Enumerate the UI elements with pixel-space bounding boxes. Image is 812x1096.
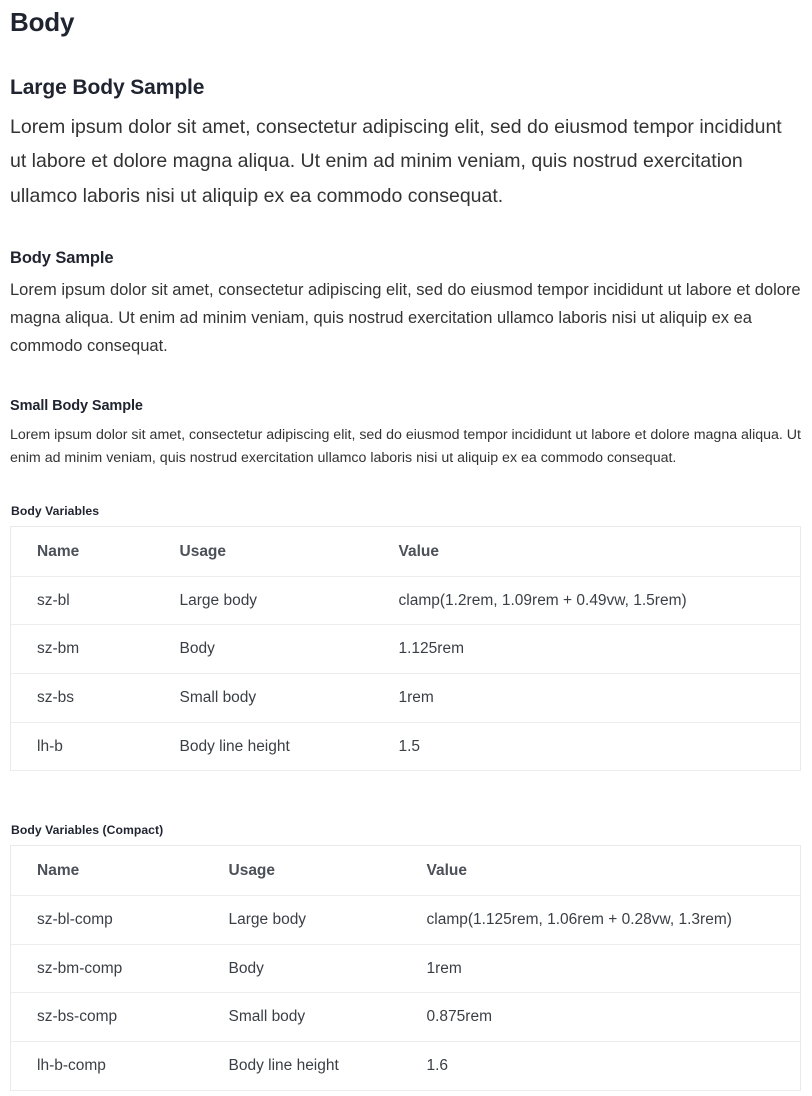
body-variables-table-section	[10, 504, 802, 771]
cell-usage: Large body	[203, 896, 401, 945]
table-row	[11, 625, 801, 674]
cell-value: 1rem	[373, 673, 801, 722]
table-row	[11, 1042, 801, 1091]
cell-value: 1.125rem	[373, 625, 801, 674]
small-body-sample-section	[10, 397, 802, 471]
cell-value: clamp(1.2rem, 1.09rem + 0.49vw, 1.5rem)	[373, 576, 801, 625]
cell-usage: Small body	[154, 673, 373, 722]
cell-name: sz-bs	[11, 673, 154, 722]
small-body-sample-text: Lorem ipsum dolor sit amet, consectetur adipiscing elit, sed do eiusmod tempor incididunt ut labore et dolore magna aliqua. Ut enim ad minim veniam, quis nostrud exercitation ullamco laboris nisi ut aliquip ex ea commodo consequat.	[10, 426, 801, 467]
body-sample-section	[10, 248, 802, 361]
column-header-name: Name	[11, 526, 154, 576]
cell-value: 1rem	[401, 944, 801, 993]
cell-usage: Body	[203, 944, 401, 993]
cell-usage: Body line height	[203, 1042, 401, 1091]
cell-usage: Large body	[154, 576, 373, 625]
body-sample-text: Lorem ipsum dolor sit amet, consectetur adipiscing elit, sed do eiusmod tempor incididunt ut labore et dolore magna aliqua. Ut enim ad minim veniam, quis nostrud exercitation ullamco laboris nisi ut aliquip ex ea commodo consequat.	[10, 281, 801, 355]
cell-name: sz-bl-comp	[11, 896, 203, 945]
column-header-name: Name	[11, 846, 203, 896]
cell-usage: Body line height	[154, 722, 373, 771]
large-body-sample-text: Lorem ipsum dolor sit amet, consectetur adipiscing elit, sed do eiusmod tempor incididunt ut labore et dolore magna aliqua. Ut enim ad minim veniam, quis nostrud exercitation ullamco laboris nisi ut aliquip ex ea commodo consequat.	[10, 115, 782, 208]
column-header-usage: Usage	[203, 846, 401, 896]
page-title: Body	[10, 7, 75, 37]
cell-name: sz-bm-comp	[11, 944, 203, 993]
cell-value: clamp(1.125rem, 1.06rem + 0.28vw, 1.3rem)	[401, 896, 801, 945]
table-header-row	[11, 846, 801, 896]
cell-value: 0.875rem	[401, 993, 801, 1042]
table-row	[11, 896, 801, 945]
column-header-value: Value	[373, 526, 801, 576]
large-body-sample-heading: Large Body Sample	[10, 75, 205, 99]
table-row	[11, 993, 801, 1042]
column-header-value: Value	[401, 846, 801, 896]
table-row	[11, 673, 801, 722]
table-header-row	[11, 526, 801, 576]
small-body-sample-heading: Small Body Sample	[10, 397, 143, 414]
cell-name: sz-bm	[11, 625, 154, 674]
table-row	[11, 722, 801, 771]
table-row	[11, 576, 801, 625]
body-variables-table-caption: Body Variables	[11, 503, 100, 518]
cell-name: lh-b-comp	[11, 1042, 203, 1091]
body-variables-compact-table-caption: Body Variables (Compact)	[11, 823, 164, 838]
body-variables-compact-table-section	[10, 823, 802, 1090]
cell-name: lh-b	[11, 722, 154, 771]
table-row	[11, 944, 801, 993]
cell-name: sz-bs-comp	[11, 993, 203, 1042]
cell-value: 1.6	[401, 1042, 801, 1091]
cell-usage: Body	[154, 625, 373, 674]
cell-name: sz-bl	[11, 576, 154, 625]
cell-usage: Small body	[203, 993, 401, 1042]
body-variables-compact-table	[10, 845, 801, 1090]
cell-value: 1.5	[373, 722, 801, 771]
large-body-sample-section	[10, 75, 802, 214]
body-sample-heading: Body Sample	[10, 248, 114, 267]
body-variables-table	[10, 526, 801, 771]
column-header-usage: Usage	[154, 526, 373, 576]
